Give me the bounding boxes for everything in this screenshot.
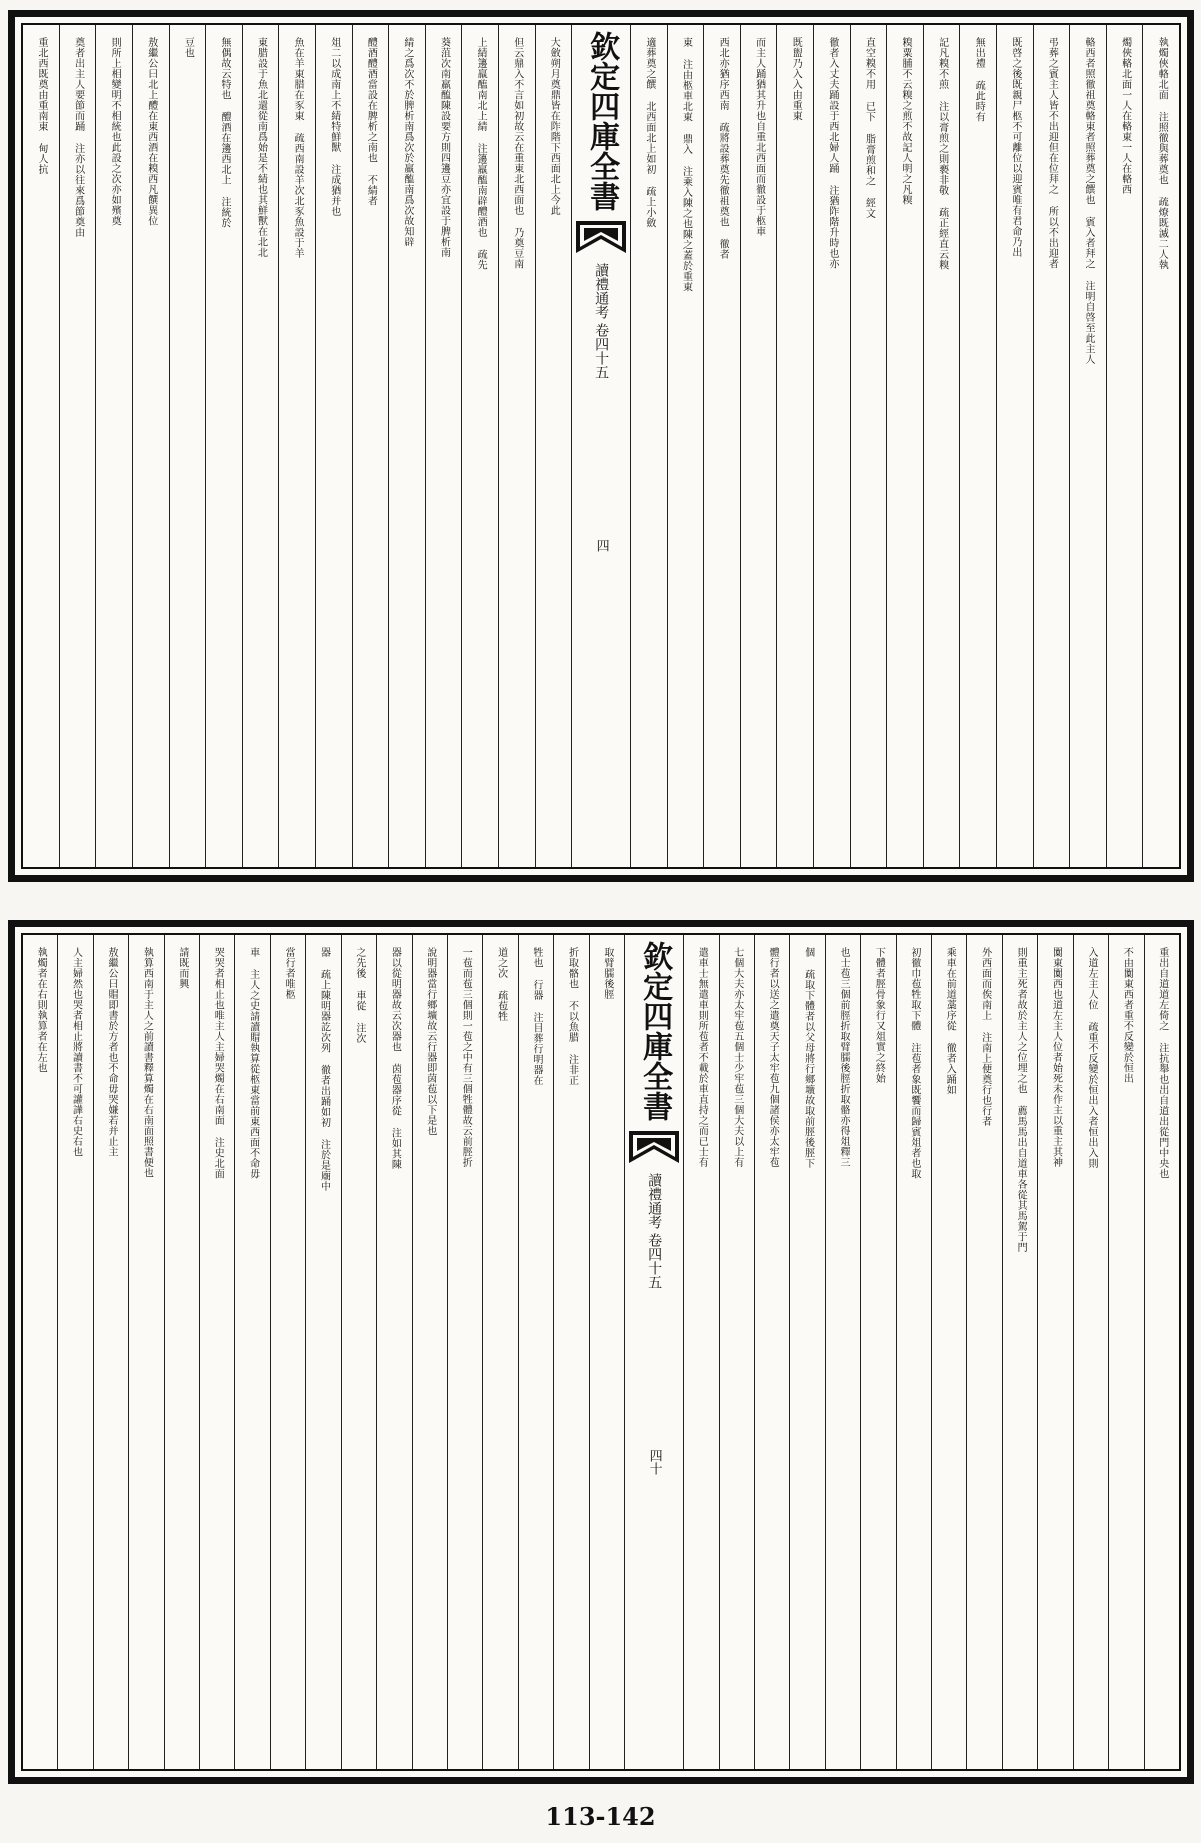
text-column: [1106, 25, 1143, 867]
text-column: [169, 25, 206, 867]
text-column: [23, 25, 59, 867]
column-text: 車 主人之史請讀賵執算從柩東當前東西面不命毋: [247, 947, 259, 1179]
column-text: 上綪籩羸醢南北上綪 注籩羸醢南辟醴酒也 疏先: [475, 37, 487, 270]
text-column: [740, 25, 777, 867]
column-text: 一苞而苞三個則一苞之中有三個牲體故云前脛折: [460, 947, 472, 1168]
lower-text-frame: [21, 933, 1181, 1771]
text-column: [630, 25, 667, 867]
fishtail-mark-icon: [625, 1129, 683, 1169]
text-column: [683, 935, 718, 1769]
column-text: 葵菹次南羸醢陳設要方則四籩豆亦宜設于脾析南: [438, 37, 450, 258]
column-text: 不由闑東西者重不反變於恒出: [1121, 947, 1133, 1084]
text-column: [376, 935, 411, 1769]
column-text: 說明器當行鄉壙故云行器即茵苞以下是也: [424, 947, 436, 1136]
column-text: 豆也: [182, 37, 194, 58]
column-text: 重北西既奠由重南東 甸人抗: [35, 37, 47, 175]
column-text: 醴酒醴酒當設在脾析之南也 不綪者: [365, 37, 377, 206]
text-column: [234, 935, 269, 1769]
column-text: 執燭者在右則執算者在左也: [35, 947, 47, 1073]
text-column: [57, 935, 92, 1769]
text-column: [132, 25, 169, 867]
page-number: 113-142: [545, 1802, 656, 1831]
column-text: 外西面而俟南上 注南上便奠行也行者: [979, 947, 991, 1127]
column-text: 遣車士無遣車則所苞者不載於車直持之而已士有: [696, 947, 708, 1168]
text-column: [703, 25, 740, 867]
column-text: 俎二以成南上不綪特鮮獸 注成猶并也: [328, 37, 340, 217]
text-column: [270, 935, 305, 1769]
text-column: [535, 25, 572, 867]
upper-text-frame: [21, 23, 1181, 869]
column-text: 無偶故云特也 醴酒在籩西北上 注統於: [218, 37, 230, 228]
text-column: [923, 25, 960, 867]
text-column: [850, 25, 887, 867]
text-column: [1002, 935, 1037, 1769]
text-column: [305, 935, 340, 1769]
column-text: 既啓之後既親尸柩不可離位以迎賓唯有君命乃出: [1009, 37, 1021, 258]
column-text: 東腊設于魚北還從南爲始是不綪也其鮮獸在北北: [255, 37, 267, 258]
column-text: 奠者出主人要節而踊 注亦以往來爲節奠由: [72, 37, 84, 238]
banner-book: 讀禮通考: [646, 1173, 663, 1229]
column-text: 綪之爲次不於脾析南爲次於羸醢南爲次故知辟: [401, 37, 413, 247]
column-text: 個 疏取下體者以父母將行鄉壙故取前脛後脛下: [802, 947, 814, 1169]
text-column: [1142, 25, 1179, 867]
text-column: [315, 25, 352, 867]
text-column: [789, 935, 824, 1769]
text-column: [776, 25, 813, 867]
column-text: 折取骼也 不以魚腊 注非正: [566, 947, 578, 1086]
banner-column: [624, 935, 683, 1769]
column-text: 哭哭者相止也唯主人主婦哭燭在右南面 注史北面: [212, 947, 224, 1179]
text-column: [860, 935, 895, 1769]
text-column: [886, 25, 923, 867]
text-column: [352, 25, 389, 867]
column-text: 西北亦猶序西南 疏將設葬奠先徹祖奠也 徹者: [717, 37, 729, 260]
text-column: [518, 935, 553, 1769]
column-text: 燭俠輅北面一人在輅東一人在輅西: [1119, 37, 1131, 195]
text-column: [931, 935, 966, 1769]
column-text: 執算西南于主人之前讀書釋算燭在右南面照書便也: [141, 947, 153, 1178]
column-text: 敖繼公曰賵即書於方者也不命毋哭嫌若并止主: [105, 947, 117, 1157]
column-text: 記凡糗不煎 注以膏煎之則褻非敬 疏正經直云糗: [936, 37, 948, 270]
text-column: [341, 935, 376, 1769]
banner-title: 欽定四庫全書: [584, 31, 620, 211]
text-column: [966, 935, 1001, 1769]
column-text: 體行者以送之遣奠天子太牢苞九個諸侯亦太牢苞: [767, 947, 779, 1168]
column-text: 當行者唯柩: [283, 947, 295, 1000]
text-column: [278, 25, 315, 867]
column-text: 糗粟脯不云糗之煎不故記人明之凡糗: [900, 37, 912, 205]
column-text: 既盥乃入入由重東: [790, 37, 802, 121]
text-column: [205, 25, 242, 867]
text-column: [589, 935, 624, 1769]
text-column: [461, 25, 498, 867]
column-text: 請既而興: [176, 947, 188, 989]
text-column: [813, 25, 850, 867]
text-column: [164, 935, 199, 1769]
banner-leaf-number: 四: [593, 539, 609, 552]
column-text: 但云鼎入不言如初故云在重東北西面也 乃奠豆南: [511, 37, 523, 269]
text-column: [1108, 935, 1143, 1769]
text-column: [498, 25, 535, 867]
banner-leaf-number: 四十: [646, 1449, 662, 1475]
text-column: [388, 25, 425, 867]
banner-volume: 卷四十五: [593, 323, 610, 379]
text-column: [447, 935, 482, 1769]
column-text: 道之次 疏苞牲: [495, 947, 507, 1022]
text-column: [482, 935, 517, 1769]
column-text: 人主婦然也哭者相止將讀書不可讙譁右史右也: [70, 947, 82, 1157]
text-column: [93, 935, 128, 1769]
text-column: [128, 935, 163, 1769]
text-column: [199, 935, 234, 1769]
column-text: 器 疏上陳明器訖次列 徹者出踊如初 注於是廟中: [318, 947, 330, 1192]
text-column: [1073, 935, 1108, 1769]
text-column: [1037, 935, 1072, 1769]
column-text: 初徹巾苞牲取下體 注苞者象既饗而歸賓俎者也取: [908, 947, 920, 1179]
banner-column: [571, 25, 630, 867]
column-text: 重出自道道左倚之 注抗舉也出自道出從門中央也: [1156, 947, 1168, 1179]
column-text: 則所上相變明不相統也此設之次亦如殯奠: [109, 37, 121, 226]
text-column: [59, 25, 96, 867]
column-text: 執燭俠輅北面 注照徹與葬奠也 疏燎既滅二人執: [1156, 37, 1168, 270]
text-column: [1144, 935, 1179, 1769]
column-text: 無出禮 疏此時有: [973, 37, 985, 122]
column-text: 則重主死者故於主人之位埋之也 薦馬馬出自道車各從其馬駕于門: [1015, 947, 1027, 1253]
column-text: 下體者脛骨象行又俎實之終始: [873, 947, 885, 1084]
text-column: [412, 935, 447, 1769]
lower-page-block: [8, 920, 1194, 1784]
column-text: 器以從明器故云次器也 茵苞器序從 注如其陳: [389, 947, 401, 1170]
text-column: [1033, 25, 1070, 867]
column-text: 乘車在前道藁序從 徹者入踊如: [944, 947, 956, 1095]
column-text: 直空糗不用 已下 脂膏煎和之 經文: [863, 37, 875, 219]
column-text: 輅西者照徹祖奠輅東者照葬奠之饌也 賓入者拜之 注明自啓至此主人: [1083, 37, 1095, 365]
upper-page-block: [8, 10, 1194, 882]
column-text: 大斂朔月奠鼎皆在阼階下西面北上今此: [548, 37, 560, 216]
column-text: 敖繼公曰北上醴在東西酒在糗西凡饌異位: [145, 37, 157, 226]
column-text: 取臂臑後脛: [601, 947, 613, 1000]
column-text: 而主人踊猶其升也自重北西面而徹設于柩車: [753, 37, 765, 237]
column-text: 入道左主人位 疏重不反變於恒出入者恒出入則: [1085, 947, 1097, 1169]
text-column: [719, 935, 754, 1769]
banner-book: 讀禮通考: [593, 263, 610, 319]
text-column: [959, 25, 996, 867]
column-text: 魚在羊東腊在豕東 疏西南設羊次北豕魚設于羊: [292, 37, 304, 259]
column-text: 之先後 車從 注次: [353, 947, 365, 1044]
column-text: 也士苞三個前脛折取臂臑後脛折取骼亦得俎釋三: [837, 947, 849, 1168]
text-column: [425, 25, 462, 867]
text-column: [242, 25, 279, 867]
text-column: [754, 935, 789, 1769]
column-text: 適葬奠之饌 北西面北上如初 疏上小斂: [643, 37, 655, 228]
column-text: 牲也 行器 注目葬行明器在: [531, 947, 543, 1086]
text-column: [667, 25, 704, 867]
column-text: 徹者入丈夫踊設于西北婦人踊 注猶阼階升時也亦: [826, 37, 838, 269]
text-column: [1069, 25, 1106, 867]
column-text: 七個大夫亦太牢苞五個士少牢苞三個大夫以上有: [731, 947, 743, 1168]
column-text: 弔葬之賓主人皆不出迎但在位拜之 所以不出迎者: [1046, 37, 1058, 269]
column-text: 闑東闑西也道左主人位者始死未作主以重主其神: [1050, 947, 1062, 1168]
text-column: [825, 935, 860, 1769]
banner-title: 欽定四庫全書: [637, 941, 673, 1121]
fishtail-mark-icon: [572, 219, 630, 259]
banner-volume: 卷四十五: [646, 1233, 663, 1289]
text-column: [896, 935, 931, 1769]
text-column: [553, 935, 588, 1769]
text-column: [996, 25, 1033, 867]
column-text: 東 注由柩車北東 鼎入 注乘入陳之也陳之蓋於重東: [680, 37, 692, 292]
text-column: [23, 935, 57, 1769]
text-column: [95, 25, 132, 867]
